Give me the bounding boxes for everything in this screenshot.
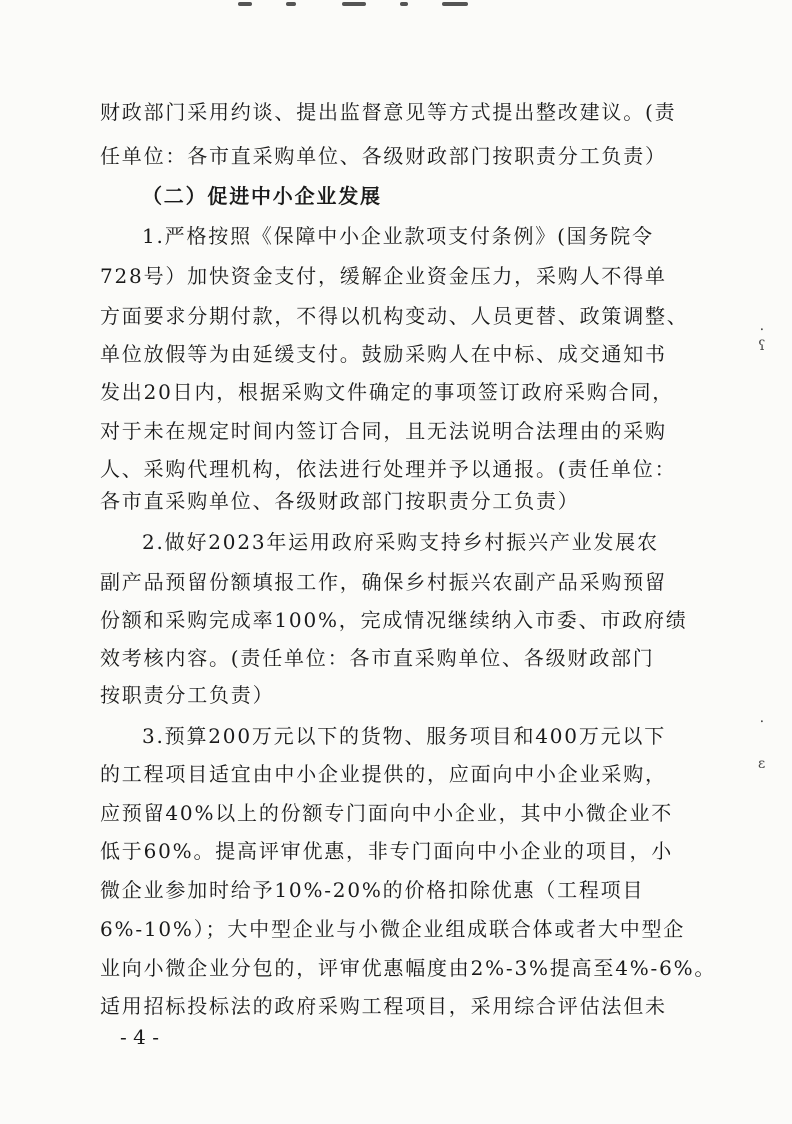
scan-mark: ɛ: [758, 756, 766, 772]
text-line: 效考核内容。(责任单位：各市直采购单位、各级财政部门: [100, 646, 655, 670]
text-line: 任单位：各市直采购单位、各级财政部门按职责分工负责）: [100, 144, 667, 168]
text-line: 方面要求分期付款，不得以机构变动、人员更替、政策调整、: [100, 304, 689, 328]
scan-mark: ⸱: [760, 714, 764, 730]
text-line: 6%-10%）；大中型企业与小微企业组成联合体或者大中型企: [100, 917, 686, 941]
text-line: 1.严格按照《保障中小企业款项支付条例》(国务院令: [142, 224, 654, 248]
section-heading: （二）促进中小企业发展: [142, 184, 382, 208]
text-line: 对于未在规定时间内签订合同，且无法说明合法理由的采购: [100, 419, 667, 443]
text-line: 应预留40%以上的份额专门面向中小企业，其中小微企业不: [100, 801, 674, 825]
text-line: 业向小微企业分包的，评审优惠幅度由2%-3%提高至4%-6%。: [100, 956, 717, 980]
scan-mark: ⸱: [760, 322, 764, 338]
scan-mark: ʕ: [758, 338, 766, 354]
text-line: 的工程项目适宜由中小企业提供的，应面向中小企业采购，: [100, 762, 667, 786]
text-line: 微企业参加时给予10%-20%的价格扣除优惠（工程项目: [100, 878, 645, 902]
page-number: - 4 -: [120, 1025, 159, 1049]
text-line: 副产品预留份额填报工作，确保乡村振兴农副产品采购预留: [100, 570, 667, 594]
text-line: 728号）加快资金支付，缓解企业资金压力，采购人不得单: [100, 264, 667, 288]
text-line: 各市直采购单位、各级财政部门按职责分工负责）: [100, 489, 580, 513]
text-line: 适用招标投标法的政府采购工程项目，采用综合评估法但未: [100, 994, 667, 1018]
text-line: 按职责分工负责）: [100, 683, 275, 707]
scan-edge-marks: [230, 0, 490, 10]
text-line: 人、采购代理机构，依法进行处理并予以通报。(责任单位：: [100, 457, 677, 481]
text-line: 3.预算200万元以下的货物、服务项目和400万元以下: [142, 724, 667, 748]
text-line: 2.做好2023年运用政府采购支持乡村振兴产业发展农: [142, 530, 659, 554]
text-line: 份额和采购完成率100%，完成情况继续纳入市委、市政府绩: [100, 608, 688, 632]
text-line: 单位放假等为由延缓支付。鼓励采购人在中标、成交通知书: [100, 342, 667, 366]
text-line: 低于60%。提高评审优惠，非专门面向中小企业的项目，小: [100, 839, 674, 863]
text-line: 财政部门采用约谈、提出监督意见等方式提出整改建议。(责: [100, 100, 677, 124]
text-line: 发出20日内，根据采购文件确定的事项签订政府采购合同，: [100, 380, 675, 404]
